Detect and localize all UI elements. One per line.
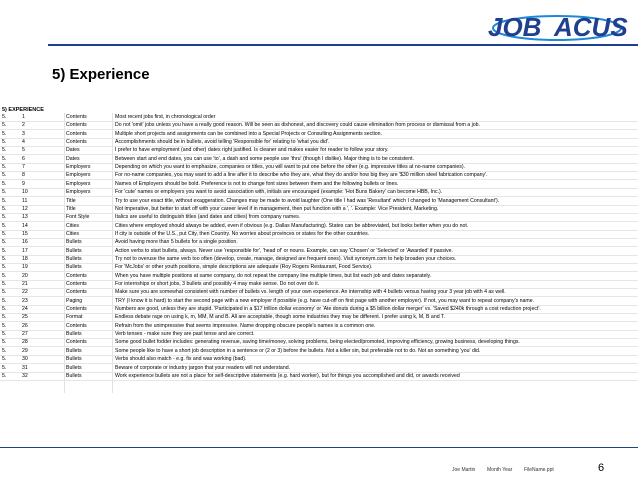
row-number: 7	[22, 164, 25, 171]
table-row	[0, 189, 638, 197]
row-section: 5.	[2, 239, 7, 246]
row-section: 5.	[2, 247, 7, 254]
row-category: Cities	[66, 222, 79, 229]
row-category: Bullets	[66, 364, 82, 371]
row-category: Contents	[66, 139, 87, 146]
row-number: 20	[22, 272, 28, 279]
row-section: 5.	[2, 197, 7, 204]
row-section: 5.	[2, 214, 7, 221]
row-category: Employers	[66, 172, 91, 179]
row-number: 15	[22, 230, 28, 237]
table-row	[0, 206, 638, 214]
row-text: Cities where employed should always be added, even if obvious (e.g. Dallas Manufacturing). States can be abbreviated, but looks better when you do not.	[115, 222, 469, 229]
row-category: Dates	[66, 155, 80, 162]
table-row	[0, 273, 638, 281]
row-text: Try not to overuse the same verb too often (develop, create, manage, designed are frequent ones). Visit synonym.com to help broaden your choices.	[115, 255, 457, 262]
table-row	[0, 348, 638, 356]
row-number: 21	[22, 281, 28, 287]
row-category: Cities	[66, 230, 79, 237]
table-row	[0, 223, 638, 231]
row-number: 32	[22, 372, 28, 379]
row-category: Bullets	[66, 331, 82, 338]
row-category: Contents	[66, 114, 87, 120]
row-text: Numbers are good, unless they are stupid. 'Participated in a $17 trillion dollar economy' or 'Ate donuts during a $5 billion dollar merger' vs. 'Saved $240k through a cost reduction project'.	[115, 306, 541, 313]
row-number: 2	[22, 122, 25, 129]
row-text: Some people like to have a short job description in a sentence or (2 or 3) before the bullets. Not a killer sin, but preferable not to do. Not an something 'you' did.	[115, 347, 481, 354]
row-category: Contents	[66, 281, 87, 287]
row-section: 5.	[2, 180, 7, 187]
table-row	[0, 281, 638, 289]
row-number: 28	[22, 339, 28, 346]
row-section: 5.	[2, 189, 7, 196]
table-row	[0, 314, 638, 322]
row-text: Action verbs to start bullets, always. Never use 'responsible for', 'head of' or nouns. Example, can say 'Chosen' or 'Selected' or 'Awarded' if passive.	[115, 247, 453, 254]
row-section: 5.	[2, 289, 7, 296]
table-row	[0, 214, 638, 222]
row-category: Contents	[66, 306, 87, 313]
row-section: 5.	[2, 339, 7, 346]
jobacus-logo-graphic	[482, 6, 632, 46]
row-section: 5.	[2, 222, 7, 229]
row-section: 5.	[2, 264, 7, 271]
table-row	[0, 164, 638, 172]
row-number: 4	[22, 139, 25, 146]
table-row	[0, 139, 638, 147]
row-number: 14	[22, 222, 28, 229]
row-number: 27	[22, 331, 28, 338]
table-row	[0, 181, 638, 189]
table-row	[0, 331, 638, 339]
sheet-header: 5) EXPERIENCE	[2, 107, 44, 113]
row-section: 5.	[2, 322, 7, 329]
row-section: 5.	[2, 139, 7, 146]
row-section: 5.	[2, 164, 7, 171]
page-number: 6	[598, 462, 605, 474]
jobacus-logo	[482, 6, 632, 46]
row-number: 3	[22, 130, 25, 137]
row-section: 5.	[2, 130, 7, 137]
row-text: Avoid having more than 5 bullets for a single position.	[115, 239, 238, 246]
row-text: Italics are useful to distinguish titles (and dates and cities) from company names.	[115, 214, 301, 221]
row-text: Refrain from the unimpressive that seems impressive. Name dropping obscure people's names is a common one.	[115, 322, 376, 329]
row-category: Contents	[66, 122, 87, 129]
row-text: When you have multiple positions at same company, do not repeat the company line multiple times, but list each job and dates separately.	[115, 272, 432, 279]
row-text: Beware of corporate or industry jargon that your readers will not understand.	[115, 364, 291, 371]
row-section: 5.	[2, 281, 7, 287]
table-row	[0, 298, 638, 306]
row-section: 5.	[2, 230, 7, 237]
row-section: 5.	[2, 356, 7, 363]
row-text: Verbs should also match - e.g. fix and was working (bad).	[115, 356, 247, 363]
row-section: 5.	[2, 255, 7, 262]
row-text: Work experience bullets are not a place for self-descriptive statements (e.g. hard worker), but for things you accomplished and did, or awards received	[115, 372, 460, 379]
row-text: Multiple short projects and assignments can be combined into a Special Projects or Consulting Assignments section.	[115, 130, 383, 137]
row-section: 5.	[2, 205, 7, 212]
table-row	[0, 131, 638, 139]
row-text: TRY (I know it is hard) to start the second page with a new employer if possible (e.g. have cut-off on first page with another employer). If not, you may want to repeat company's name.	[115, 297, 535, 304]
row-text: For internships or short jobs, 3 bullets and possibly 4 may make sense. Do not over do it.	[115, 281, 320, 287]
table-row	[0, 264, 638, 272]
row-section: 5.	[2, 155, 7, 162]
spreadsheet-embed	[0, 103, 638, 393]
table-row	[0, 231, 638, 239]
row-number: 25	[22, 314, 28, 321]
row-category: Contents	[66, 289, 87, 296]
row-number: 26	[22, 322, 28, 329]
row-text: For no-name companies, you may want to add a line after it to describe who they are, what they do and/or how big they are '$30 million steel fabrication company'.	[115, 172, 488, 179]
footer-divider	[0, 447, 638, 448]
table-row	[0, 172, 638, 180]
row-category: Contents	[66, 339, 87, 346]
table-row	[0, 323, 638, 331]
row-number: 12	[22, 205, 28, 212]
row-category: Font Style	[66, 214, 90, 221]
row-category: Dates	[66, 147, 80, 154]
slide-title: 5) Experience	[52, 66, 150, 83]
table-row	[0, 122, 638, 130]
row-text: For 'cute' names or employers you want to avoid association with, initials are encouraged (example: 'Hot Buns Bakery' can become HBB, Inc.).	[115, 189, 443, 196]
row-text: Do not 'omit' jobs unless you have a really good reason. Will be seen as dishonest, and discovery could cause elimination from process or dismissal from a job.	[115, 122, 480, 129]
logo-text-right: ACUS	[554, 12, 628, 42]
row-number: 11	[22, 197, 28, 204]
table-row	[0, 114, 638, 122]
row-category: Title	[66, 205, 76, 212]
row-number: 13	[22, 214, 28, 221]
table-row	[0, 248, 638, 256]
row-section: 5.	[2, 122, 7, 129]
table-row	[0, 356, 638, 364]
row-category: Format	[66, 314, 83, 321]
row-section: 5.	[2, 297, 7, 304]
row-number: 9	[22, 180, 25, 187]
row-text: Most recent jobs first, in chronological order	[115, 114, 216, 120]
row-category: Title	[66, 197, 76, 204]
row-section: 5.	[2, 306, 7, 313]
table-row	[0, 289, 638, 297]
row-category: Bullets	[66, 255, 82, 262]
row-number: 5	[22, 147, 25, 154]
row-text: For 'McJobs' or other youth positions, simple descriptions are adequate (Roy Rogers Restaurant, Food Service).	[115, 264, 373, 271]
table-row	[0, 306, 638, 314]
row-text: Try to use your exact title, without exaggeration. Changes may be made to avoid laughter (One title I had was 'Resultant' which I changed to 'Management Consultant').	[115, 197, 500, 204]
row-section: 5.	[2, 114, 7, 120]
row-number: 8	[22, 172, 25, 179]
row-section: 5.	[2, 172, 7, 179]
row-section: 5.	[2, 272, 7, 279]
row-text: I prefer to have employment (and other) dates right justified. Is cleaner and makes easier for reader to follow your story.	[115, 147, 389, 154]
row-number: 31	[22, 364, 28, 371]
table-row	[0, 198, 638, 206]
row-number: 30	[22, 356, 28, 363]
row-category: Bullets	[66, 347, 82, 354]
row-category: Contents	[66, 322, 87, 329]
row-text: Verb tenses - make sure they are past tense and are correct.	[115, 331, 255, 338]
row-category: Bullets	[66, 247, 82, 254]
row-number: 1	[22, 114, 25, 120]
row-section: 5.	[2, 364, 7, 371]
row-category: Contents	[66, 272, 87, 279]
row-text: Make sure you are somewhat consistent with number of bullets vs. length of your own experience. An internship with 4 bullets versus having your 3 year job with 4 as well.	[115, 289, 506, 296]
row-category: Bullets	[66, 264, 82, 271]
table-row	[0, 256, 638, 264]
row-number: 16	[22, 239, 28, 246]
footer-date: Month Year	[487, 467, 513, 473]
row-number: 19	[22, 264, 28, 271]
row-number: 6	[22, 155, 25, 162]
row-section: 5.	[2, 314, 7, 321]
row-category: Employers	[66, 189, 91, 196]
row-text: Depending on which you want to emphasize, companies or titles, you will want to put one before the other (e.g. impressive titles at no-name companies).	[115, 164, 466, 171]
row-text: Names of Employers should be bold. Preference is not to change font sizes between them and the following bullets or lines.	[115, 180, 399, 187]
table-row	[0, 373, 638, 381]
table-row	[0, 156, 638, 164]
header-divider	[48, 44, 638, 46]
row-category: Employers	[66, 164, 91, 171]
table-row	[0, 147, 638, 155]
table-row	[0, 239, 638, 247]
table-row	[0, 365, 638, 373]
row-category: Contents	[66, 130, 87, 137]
row-category: Paging	[66, 297, 83, 304]
row-number: 18	[22, 255, 28, 262]
row-section: 5.	[2, 347, 7, 354]
row-category: Bullets	[66, 356, 82, 363]
footer-file: FileName.ppt	[524, 467, 554, 473]
row-text: Endless debate rage on using k, m, MM, M and B. All are acceptable, though some industries they may be different. I prefer using k, M, B and T.	[115, 314, 445, 321]
row-number: 29	[22, 347, 28, 354]
row-section: 5.	[2, 331, 7, 338]
row-text: Accomplishments should be in bullets, avoid telling 'Responsible for' relating to 'what you did'.	[115, 139, 330, 146]
logo-text-left: JOB	[488, 12, 542, 42]
footer-author: Joe Martin	[452, 467, 476, 473]
row-text: Between start and end dates, you can use 'to', a dash and some people use 'thru' (though I dislike). Major thing is to be consistent.	[115, 155, 414, 162]
row-number: 23	[22, 297, 28, 304]
row-number: 22	[22, 289, 28, 296]
row-number: 10	[22, 189, 28, 196]
row-category: Bullets	[66, 239, 82, 246]
row-text: Some good bullet fodder includes: generating revenue, saving time/money, solving problems, being elected/promoted, improving efficiency, growing business, developing things.	[115, 339, 520, 346]
row-section: 5.	[2, 372, 7, 379]
row-category: Employers	[66, 180, 91, 187]
row-number: 24	[22, 306, 28, 313]
row-section: 5.	[2, 147, 7, 154]
row-text: Not imperative, but better to start off with your career level if in management, then put function with a ', '. Example: Vice President, Marketing.	[115, 205, 439, 212]
table-row	[0, 339, 638, 347]
row-text: If city is outside of the U.S., put City, then Country. No worries about provinces or states for the other countries.	[115, 230, 370, 237]
row-number: 17	[22, 247, 28, 254]
row-category: Bullets	[66, 372, 82, 379]
